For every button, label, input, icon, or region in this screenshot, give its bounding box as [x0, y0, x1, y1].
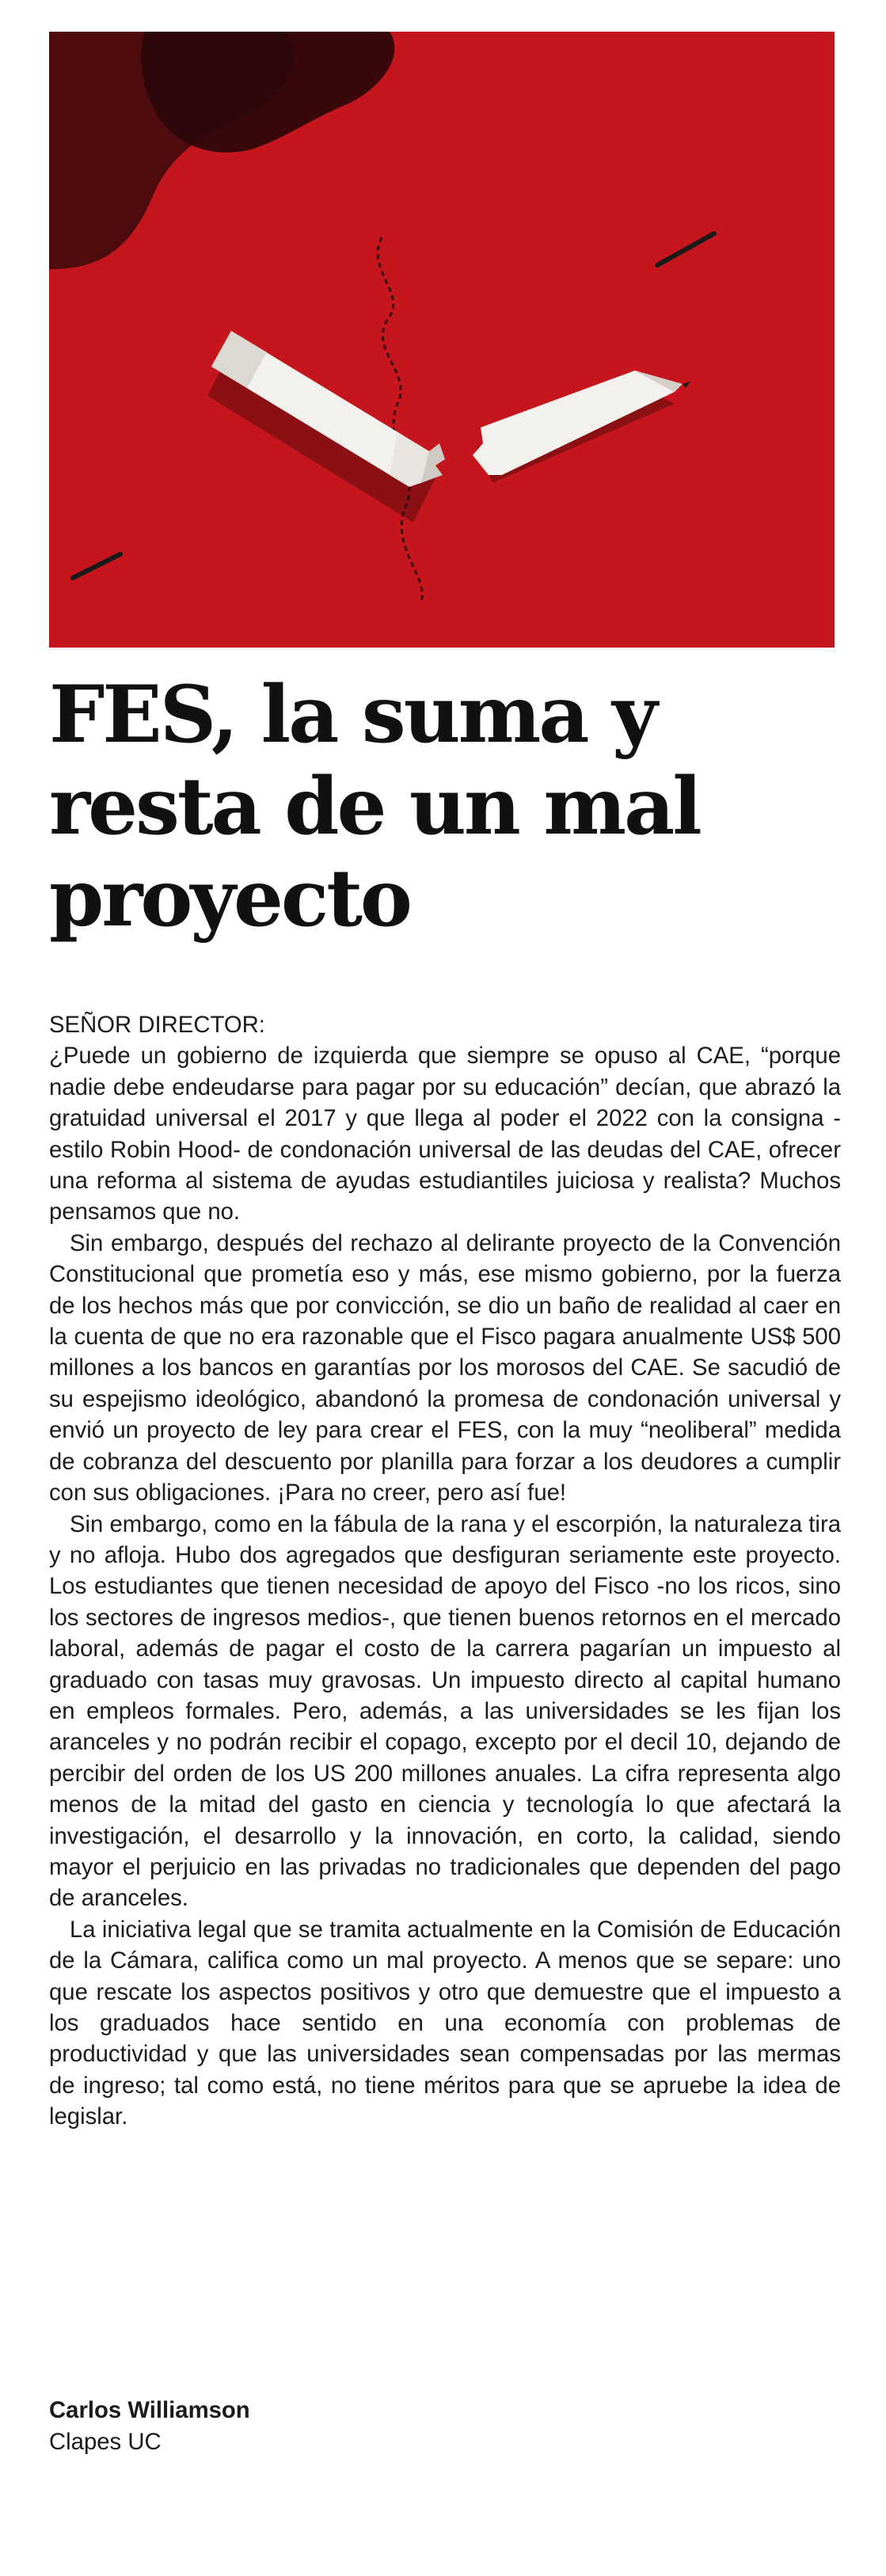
page-title — [49, 669, 841, 944]
letter-paragraph: ¿Puede un gobierno de izquierda que siempre se opuso al CAE, “porque nadie debe endeudarse para pagar por su educación” decían, que abrazó la gratuidad universal el 2017 y que llega al poder el 2022 con la consigna -estilo Robin Hood- de condonación universal de las deudas del CAE, ofrecer una reforma al sistema de ayudas estudiantiles juiciosa y realista? Muchos pensamos que no. — [49, 1043, 841, 1225]
letter-paragraph: Sin embargo, como en la fábula de la rana y el escorpión, la naturaleza tira y no afloja. Hubo dos agregados que desfiguran seriamente este proyecto. Los estudiantes que tienen necesidad de apoyo del Fisco -no los ricos, sino los sectores de ingresos medios-, que tienen buenos retornos en el mercado laboral, además de pagar el costo de la carrera pagarían un impuesto al graduado con tasas muy gravosas. Un impuesto directo al capital humano en empleos formales. Pero, además, a las universidades se les fijan los aranceles y no podrán recibir el copago, excepto por el decil 10, dejando de percibir del orden de los US 200 millones anuales. La cifra representa algo menos de la mitad del gasto en ciencia y tecnología lo que afectará la investigación, el desarrollo y la innovación, en corto, la calidad, siendo mayor el perjuicio en las privadas no tradicionales que dependen del pago de aranceles. — [49, 1510, 841, 1912]
author-affiliation: Clapes UC — [49, 2429, 162, 2455]
hero-illustration — [49, 32, 835, 648]
letter-paragraph: Sin embargo, después del rechazo al delirante proyecto de la Convención Constitucional que prometía eso y más, ese mismo gobierno, por la fuerza de los hechos más que por convicción, se dio un baño de realidad al caer en la cuenta de que no era razonable que el Fisco pagara anualmente US$ 500 millones a los bancos en garantías por los morosos del CAE. Se sacudió de su espejismo ideológico, abandonó la promesa de condonación universal y envió un proyecto de ley para crear el FES, con la muy “neoliberal” medida de cobranza del descuento por planilla para forzar a los deudores a cumplir con sus obligaciones. ¡Para no creer, pero así fue! — [49, 1229, 841, 1506]
author-name: Carlos Williamson — [49, 2397, 250, 2423]
broken-cigarette-illustration — [49, 32, 835, 648]
letter-salutation: SEÑOR DIRECTOR: — [49, 1012, 265, 1038]
headline-line: FES, la suma y — [49, 669, 656, 761]
headline-line: proyecto — [49, 853, 410, 944]
headline-line: resta de un mal — [49, 761, 700, 853]
letter-body — [49, 1009, 841, 2133]
letter-signature — [49, 2395, 250, 2458]
letter-paragraph: La iniciativa legal que se tramita actualmente en la Comisión de Educación de la Cámara, califica como un mal proyecto. A menos que se separe: uno que rescate los aspectos positivos y otro que demuestre que el impuesto a los graduados hace sentido en una economía con problemas de productividad y que las universidades sean compensadas por las mermas de ingreso; tal como está, no tiene méritos para que se apruebe la idea de legislar. — [49, 1916, 841, 2130]
